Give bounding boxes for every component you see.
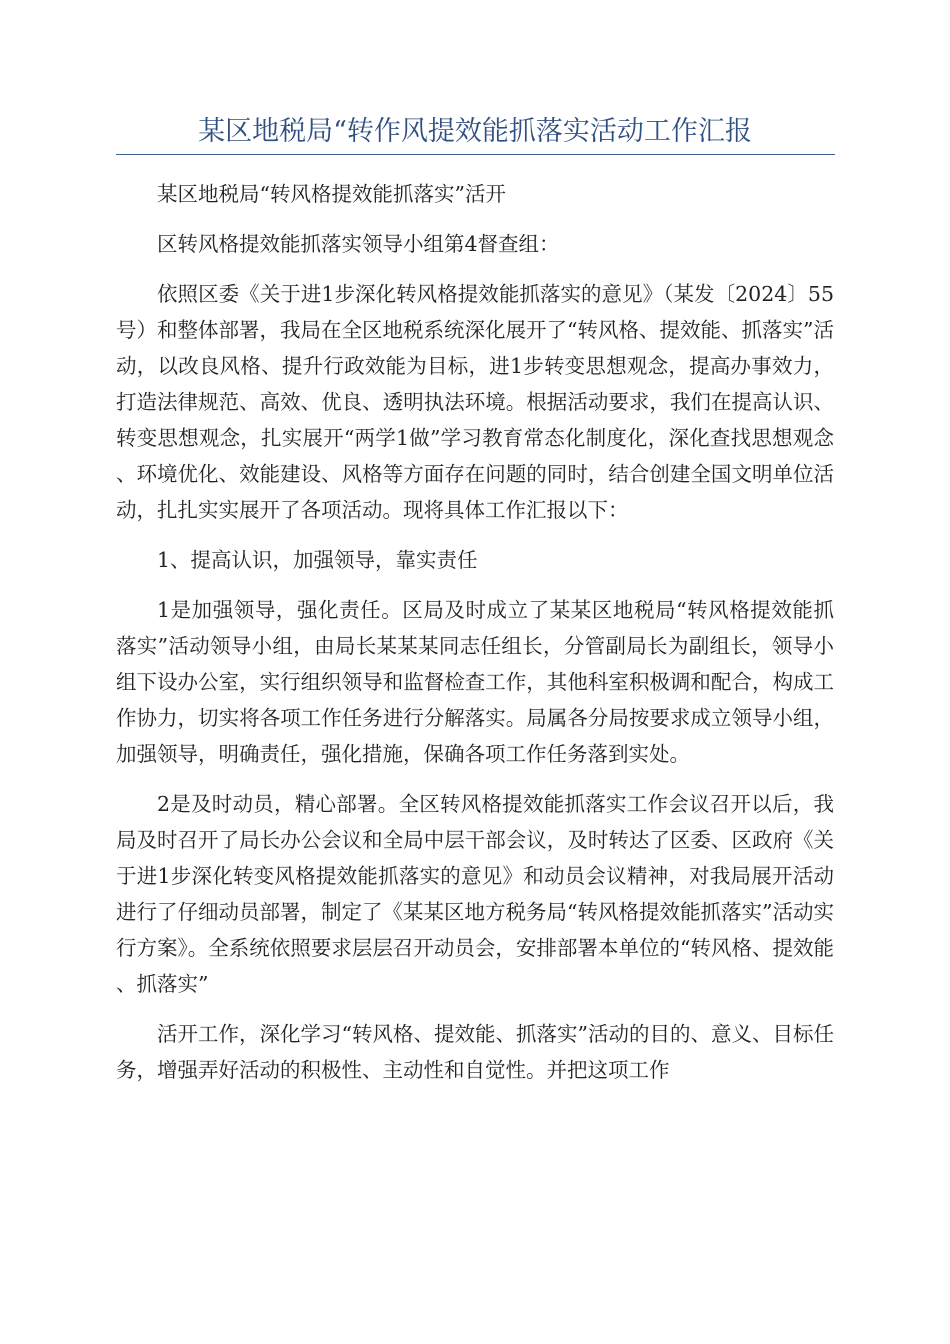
paragraph-introduction: 依照区委《关于进1步深化转风格提效能抓落实的意见》（某发〔2024〕55号）和整体部署，我局在全区地税系统深化展开了“转风格、提效能、抓落实”活动，以改良风格、提升行政效能为目标，进1步转变思想观念，提高办事效力，打造法律规范、高效、优良、透明执法环境。根据活动要求，我们在提高认识、转变思想观念，扎实展开“两学1做”学习教育常态化制度化，深化查找思想观念、环境优化、效能建设、风格等方面存在问题的同时，结合创建全国文明单位活动，扎扎实实展开了各项活动。现将具体工作汇报以下： <box>116 282 834 522</box>
paragraph-point-1: 1是加强领导，强化责任。区局及时成立了某某区地税局“转风格提效能抓落实”活动领导小组，由局长某某某同志任组长，分管副局长为副组长，领导小组下设办公室，实行组织领导和监督检查工作，其他科室积极调和配合，构成工作协力，切实将各项工作任务进行分解落实。局属各分局按要求成立领导小组，加强领导，明确责任，强化措施，保确各项工作任务落到实处。 <box>116 598 834 766</box>
paragraph-addressee: 区转风格提效能抓落实领导小组第4督查组： <box>157 232 560 256</box>
paragraph-continuation: 活开工作，深化学习“转风格、提效能、抓落实”活动的目的、意义、目标任务，增强弄好活动的积极性、主动性和自觉性。并把这项工作 <box>116 1022 834 1082</box>
section-heading-1: 1、提高认识，加强领导，靠实责任 <box>157 548 478 572</box>
paragraph-subtitle: 某区地税局“转风格提效能抓落实”活开 <box>157 182 506 206</box>
paragraph-point-2: 2是及时动员，精心部署。全区转风格提效能抓落实工作会议召开以后，我局及时召开了局长办公会议和全局中层干部会议，及时转达了区委、区政府《关于进1步深化转变风格提效能抓落实的意见》和动员会议精神，对我局展开活动进行了仔细动员部署，制定了《某某区地方税务局“转风格提效能抓落实”活动实行方案》。全系统依照要求层层召开动员会，安排部署本单位的“转风格、提效能、抓落实” <box>116 792 834 996</box>
document-body <box>116 176 834 1102</box>
document-title: 某区地税局“转作风提效能抓落实活动工作汇报 <box>198 116 752 147</box>
title-underline <box>116 154 835 155</box>
